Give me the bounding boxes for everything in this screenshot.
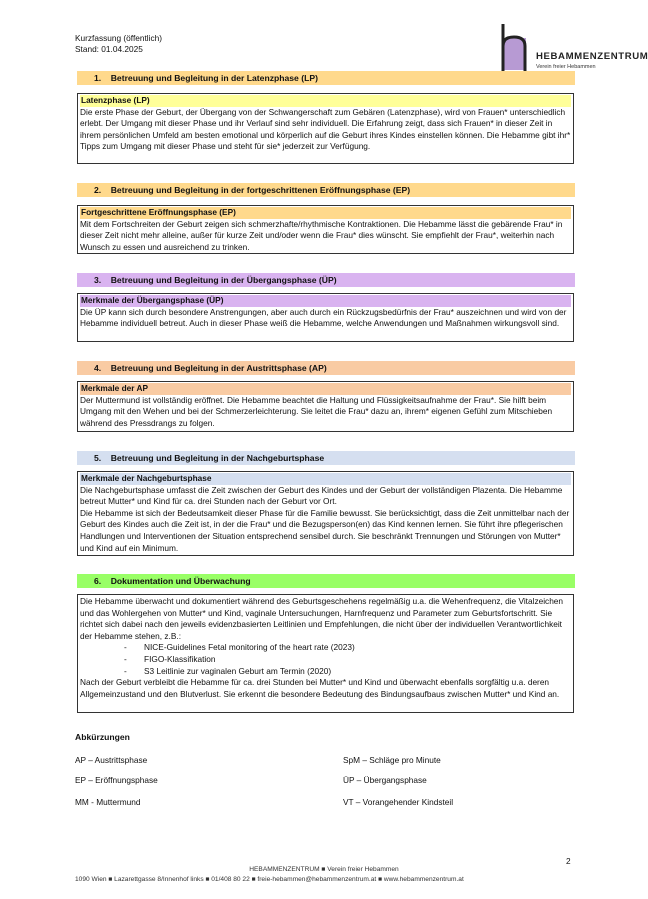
section-box-up [77, 293, 574, 342]
footer-organization: HEBAMMENZENTRUM ■ Verein freier Hebammen [249, 866, 399, 873]
abbreviations-title: Abkürzungen [75, 732, 130, 742]
abbreviation-item: AP – Austrittsphase [75, 755, 148, 765]
section-box-dokumentation [77, 594, 574, 713]
logo-h-mark-icon [497, 24, 531, 72]
header-date: Stand: 01.04.2025 [75, 44, 143, 54]
section-heading-up: 3. Betreuung und Begleitung in der Übergangsphase (ÜP) [77, 273, 575, 287]
section-box-ap [77, 381, 574, 432]
section-heading-lp: 1. Betreuung und Begleitung in der Latenzphase (LP) [77, 71, 575, 85]
box-text-dokumentation-1: Die Hebamme überwacht und dokumentiert während des Geburtsgeschehens regelmäßig u.a. die Wehenfrequenz, die Vitalzeichen und das Wohlergehen von Mutter* und Kind, vaginale Untersuchungen, Harnfrequenz und Parameter zum Geburtsfortschritt. Sie richtet sich dabei nach den jeweils evidenzbasierten Leitlinien und Empfehlungen, die nicht über der individuellen Verantwortlichkeit der Hebamme stehen, z.B.: [80, 596, 564, 641]
hebammenzentrum-logo [496, 24, 646, 72]
bullet-item: - NICE-Guidelines Fetal monitoring of the heart rate (2023) [124, 642, 355, 653]
box-text-ep: Mit dem Fortschreiten der Geburt zeigen sich schmerzhafte/rhythmische Kontraktionen. Die Hebamme lässt die gebärende Frau* in dieser Zeit nicht mehr alleine, außer für kurze Zeit und/oder wenn die Frau* dies wünscht. Sie empfiehlt der Frau*, weiterhin nach Wunsch zu essen und ausreichend zu trinken. [80, 218, 563, 252]
section-box-ep [77, 205, 574, 254]
box-title-ap: Merkmale der AP [80, 383, 571, 395]
box-text-lp: Die erste Phase der Geburt, der Übergang von der Schwangerschaft zum Gebären (Latenzphase), wird von Frauen* unterschiedlich erlebt. Der Umgang mit dieser Phase und ihr Verlauf sind sehr individuell. Die Erfahrung zeigt, dass sich Frauen* in dieser Zeit in ihrem persönlichen Umfeld am besten emotional und körperlich auf die Geburt ihres Kindes einstellen können. Die Hebamme gibt ihr* Tipps zum Umgang mit dieser Phase und steht für sie* jederzeit zur Verfügung. [80, 106, 571, 152]
section-heading-nachgeburt: 5. Betreuung und Begleitung in der Nachgeburtsphase [77, 451, 575, 465]
abbreviation-item: SpM – Schläge pro Minute [343, 755, 441, 765]
logo-title: HEBAMMENZENTRUM [536, 51, 648, 62]
bullet-item: - S3 Leitlinie zur vaginalen Geburt am Termin (2020) [124, 665, 332, 676]
section-heading-ap: 4. Betreuung und Begleitung in der Austrittsphase (AP) [77, 361, 575, 375]
section-heading-dokumentation: 6. Dokumentation und Überwachung [77, 574, 575, 588]
page-number: 2 [566, 856, 571, 866]
section-box-lp [77, 93, 574, 164]
footer-contact: 1090 Wien ■ Lazarettgasse 8/Innenhof links ■ 01/408 80 22 ■ freie-hebammen@hebammenzentrum.at ■ www.hebammenzentrum.at [75, 876, 464, 883]
box-title-nachgeburt: Merkmale der Nachgeburtsphase [80, 473, 571, 485]
box-title-lp: Latenzphase (LP) [80, 95, 571, 107]
logo-subtitle: Verein freier Hebammen [536, 64, 596, 70]
abbreviation-item: VT – Vorangehender Kindsteil [343, 797, 454, 807]
box-text-dokumentation-2: Nach der Geburt verbleibt die Hebamme für ca. drei Stunden bei Mutter* und Kind und überwacht ebenfalls sorgfältig u.a. deren Allgemeinzustand und den Blutverlust. Sie erkennt die besondere Bedeutung des Bindungsaufbaus zwischen Mutter* und Kind an. [80, 677, 560, 699]
box-text-ap: Der Muttermund ist vollständig eröffnet. Die Hebamme beachtet die Haltung und Flüssigkeitsaufnahme der Frau*. Sie hilft beim Umgang mit den Wehen und bei der Schmerzerleichterung. Sie leitet die Frau* dazu an, ihrem* eigenen Gefühl zum Mitschieben während des Pressdrangs zu folgen. [80, 394, 553, 428]
box-text-up: Die ÜP kann sich durch besondere Anstrengungen, aber auch durch ein Rückzugsbedürfnis der Frau* auszeichnen und wird von der Hebamme individuell betreut. Auch in dieser Phase weiß die Hebamme, welche Anwendungen und Maßnahmen wirkungsvoll sind. [80, 306, 567, 329]
box-text-nachgeburt-2: Die Hebamme ist sich der Bedeutsamkeit dieser Phase für die Familie bewusst. Sie berücksichtigt, dass die Zeit unmittelbar nach der Geburt des Kindes auch die Zeit ist, in der die Frau* und die Bezugsperson(en) das Kind kennen lernen. Sie führt ihre pflegerischen Handlungen und Interventionen der Situation entsprechend sensibel durch. Sie beschränkt Trennungen und Störungen von Mutter* und Kind auf ein Minimum. [80, 507, 570, 553]
section-heading-ep: 2. Betreuung und Begleitung in der fortgeschrittenen Eröffnungsphase (EP) [77, 183, 575, 197]
box-title-ep: Fortgeschrittene Eröffnungsphase (EP) [80, 207, 571, 219]
bullet-item: - FIGO-Klassifikation [124, 653, 216, 664]
abbreviation-item: EP – Eröffnungsphase [75, 775, 158, 785]
box-title-up: Merkmale der Übergangsphase (ÜP) [80, 295, 571, 307]
box-text-nachgeburt-1: Die Nachgeburtsphase umfasst die Zeit zwischen der Geburt des Kindes und der Geburt der vollständigen Plazenta. Die Hebamme betreut Mutter* und Kind für ca. drei Stunden nach der Geburt vor Ort. [80, 484, 563, 507]
header-title: Kurzfassung (öffentlich) [75, 33, 163, 43]
document-header [75, 33, 162, 55]
abbreviation-item: ÜP – Übergangsphase [343, 775, 427, 785]
abbreviation-item: MM - Muttermund [75, 797, 141, 807]
section-box-nachgeburt [77, 471, 574, 556]
